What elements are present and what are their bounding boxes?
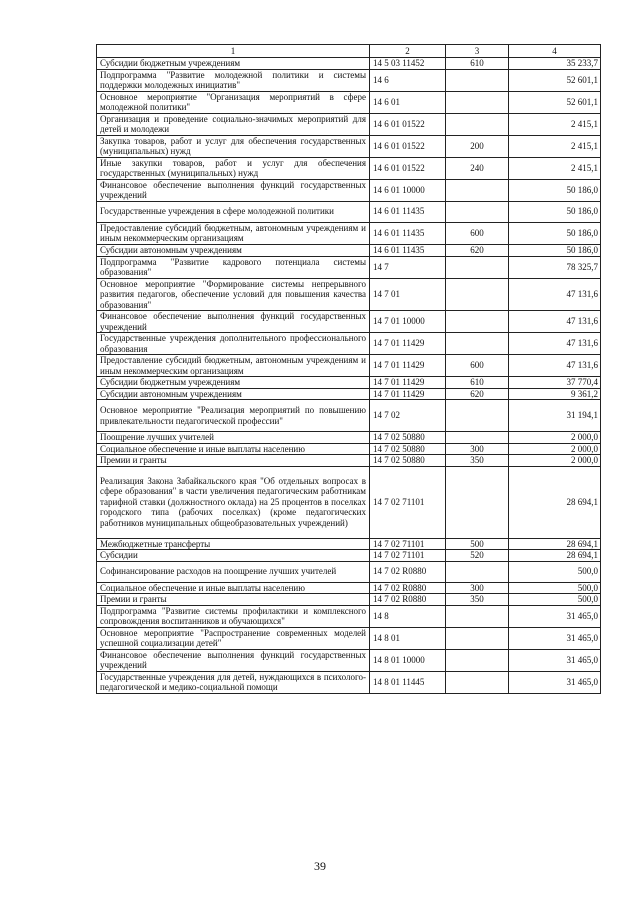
table-row — [97, 605, 601, 627]
table-row — [97, 69, 601, 91]
row-amount: 31 194,1 — [509, 400, 601, 432]
row-expense-type — [446, 605, 509, 627]
row-name: Премии и гранты — [97, 455, 370, 467]
row-name: Предоставление субсидий бюджетным, автономным учреждениям и иным некоммерческим организациям — [97, 222, 370, 244]
table-row — [97, 311, 601, 333]
row-amount: 2 000,0 — [509, 455, 601, 467]
row-amount: 2 415,1 — [509, 113, 601, 135]
row-code: 14 6 01 10000 — [370, 179, 446, 201]
row-expense-type: 600 — [446, 355, 509, 377]
row-expense-type — [446, 69, 509, 91]
row-name: Финансовое обеспечение выполнения функций государственных учреждений — [97, 311, 370, 333]
row-amount: 31 465,0 — [509, 605, 601, 627]
row-code: 14 7 02 R0880 — [370, 582, 446, 594]
row-amount: 500,0 — [509, 582, 601, 594]
row-expense-type — [446, 278, 509, 311]
table-row — [97, 582, 601, 594]
row-expense-type: 300 — [446, 582, 509, 594]
row-amount: 50 186,0 — [509, 244, 601, 256]
row-amount: 2 415,1 — [509, 135, 601, 157]
row-amount: 47 131,6 — [509, 333, 601, 355]
row-amount: 9 361,2 — [509, 388, 601, 400]
row-name: Организация и проведение социально-значимых мероприятий для детей и молодежи — [97, 113, 370, 135]
header-col-2: 2 — [370, 45, 446, 58]
row-code: 14 7 — [370, 256, 446, 278]
table-row — [97, 278, 601, 311]
row-code: 14 7 01 10000 — [370, 311, 446, 333]
table-row — [97, 201, 601, 222]
row-code: 14 7 01 — [370, 278, 446, 311]
row-code: 14 6 01 01522 — [370, 157, 446, 179]
row-name: Субсидии — [97, 550, 370, 562]
table-row — [97, 455, 601, 467]
row-expense-type — [446, 333, 509, 355]
row-amount: 78 325,7 — [509, 256, 601, 278]
row-code: 14 6 01 01522 — [370, 135, 446, 157]
row-amount: 31 465,0 — [509, 649, 601, 671]
row-name: Государственные учреждения дополнительного профессионального образования — [97, 333, 370, 355]
table-row — [97, 157, 601, 179]
table-row — [97, 400, 601, 432]
row-name: Социальное обеспечение и иные выплаты населению — [97, 582, 370, 594]
row-amount: 47 131,6 — [509, 278, 601, 311]
row-expense-type — [446, 627, 509, 649]
table-row — [97, 256, 601, 278]
table-row — [97, 222, 601, 244]
row-name: Основное мероприятие "Формирование системы непрерывного развития педагогов, обеспечение условий для повышения качества образования" — [97, 278, 370, 311]
row-name: Основное мероприятие "Реализация мероприятий по повышению привлекательности педагогической профессии" — [97, 400, 370, 432]
table-row — [97, 244, 601, 256]
row-code: 14 7 01 11429 — [370, 333, 446, 355]
table-row — [97, 466, 601, 538]
row-name: Подпрограмма "Развитие кадрового потенциала системы образования" — [97, 256, 370, 278]
row-name: Государственные учреждения для детей, нуждающихся в психолого-педагогической и медико-социальной помощи — [97, 671, 370, 693]
row-expense-type — [446, 201, 509, 222]
row-code: 14 7 02 71101 — [370, 550, 446, 562]
row-expense-type — [446, 400, 509, 432]
row-amount: 500,0 — [509, 561, 601, 582]
row-expense-type: 350 — [446, 594, 509, 606]
row-name: Субсидии бюджетным учреждениям — [97, 58, 370, 70]
table-row — [97, 58, 601, 70]
table-row — [97, 135, 601, 157]
table-row — [97, 333, 601, 355]
row-name: Социальное обеспечение и иные выплаты населению — [97, 443, 370, 455]
row-code: 14 7 01 11429 — [370, 355, 446, 377]
row-code: 14 7 02 R0880 — [370, 594, 446, 606]
row-name: Субсидии автономным учреждениям — [97, 388, 370, 400]
row-name: Основное мероприятие "Распространение современных моделей успешной социализации детей" — [97, 627, 370, 649]
row-expense-type — [446, 256, 509, 278]
row-amount: 2 000,0 — [509, 443, 601, 455]
row-amount: 47 131,6 — [509, 355, 601, 377]
table-header-row — [97, 45, 601, 58]
row-expense-type: 240 — [446, 157, 509, 179]
row-expense-type: 520 — [446, 550, 509, 562]
row-amount: 28 694,1 — [509, 466, 601, 538]
row-code: 14 6 — [370, 69, 446, 91]
row-expense-type: 200 — [446, 135, 509, 157]
row-name: Подпрограмма "Развитие системы профилактики и комплексного сопровождения воспитанников и обучающихся" — [97, 605, 370, 627]
row-expense-type: 600 — [446, 222, 509, 244]
row-amount: 47 131,6 — [509, 311, 601, 333]
row-name: Финансовое обеспечение выполнения функций государственных учреждений — [97, 649, 370, 671]
row-expense-type — [446, 179, 509, 201]
row-code: 14 8 — [370, 605, 446, 627]
row-expense-type: 350 — [446, 455, 509, 467]
row-amount: 28 694,1 — [509, 550, 601, 562]
row-code: 14 6 01 01522 — [370, 113, 446, 135]
row-code: 14 7 02 50880 — [370, 455, 446, 467]
row-expense-type — [446, 311, 509, 333]
table-row — [97, 432, 601, 444]
table-row — [97, 91, 601, 113]
row-name: Финансовое обеспечение выполнения функций государственных учреждений — [97, 179, 370, 201]
row-name: Субсидии бюджетным учреждениям — [97, 377, 370, 389]
row-amount: 2 000,0 — [509, 432, 601, 444]
row-name: Премии и гранты — [97, 594, 370, 606]
row-name: Основное мероприятие "Организация мероприятий в сфере молодежной политики" — [97, 91, 370, 113]
row-expense-type — [446, 91, 509, 113]
row-amount: 50 186,0 — [509, 179, 601, 201]
table-row — [97, 671, 601, 693]
row-code: 14 6 01 11435 — [370, 244, 446, 256]
row-amount: 50 186,0 — [509, 222, 601, 244]
row-code: 14 7 02 — [370, 400, 446, 432]
row-expense-type: 610 — [446, 377, 509, 389]
row-amount: 35 233,7 — [509, 58, 601, 70]
row-amount: 2 415,1 — [509, 157, 601, 179]
table-row — [97, 561, 601, 582]
table-row — [97, 627, 601, 649]
row-code: 14 7 02 50880 — [370, 432, 446, 444]
row-expense-type — [446, 561, 509, 582]
row-name: Поощрение лучших учителей — [97, 432, 370, 444]
row-name: Межбюджетные трансферты — [97, 538, 370, 550]
header-col-3: 3 — [446, 45, 509, 58]
row-code: 14 7 02 71101 — [370, 466, 446, 538]
row-expense-type: 620 — [446, 244, 509, 256]
row-code: 14 8 01 — [370, 627, 446, 649]
row-expense-type — [446, 466, 509, 538]
row-code: 14 8 01 11445 — [370, 671, 446, 693]
row-code: 14 5 03 11452 — [370, 58, 446, 70]
row-name: Реализация Закона Забайкальского края "Об отдельных вопросах в сфере образования" в части увеличения педагогическим работникам тарифной ставки (должностного оклада) на 25 процентов в поселках городского типа (рабочих поселках) (кроме педагогических работников муниципальных общеобразовательных учреждений) — [97, 466, 370, 538]
table-row — [97, 377, 601, 389]
row-name: Предоставление субсидий бюджетным, автономным учреждениям и иным некоммерческим организациям — [97, 355, 370, 377]
row-code: 14 6 01 11435 — [370, 222, 446, 244]
row-name: Государственные учреждения в сфере молодежной политики — [97, 201, 370, 222]
row-code: 14 6 01 — [370, 91, 446, 113]
row-expense-type — [446, 671, 509, 693]
row-amount: 31 465,0 — [509, 627, 601, 649]
budget-table-sheet — [96, 44, 600, 694]
table-row — [97, 179, 601, 201]
row-amount: 52 601,1 — [509, 91, 601, 113]
table-row — [97, 538, 601, 550]
row-code: 14 7 01 11429 — [370, 377, 446, 389]
row-expense-type: 620 — [446, 388, 509, 400]
row-amount: 28 694,1 — [509, 538, 601, 550]
row-name: Закупка товаров, работ и услуг для обеспечения государственных (муниципальных) нужд — [97, 135, 370, 157]
row-code: 14 7 02 71101 — [370, 538, 446, 550]
row-expense-type: 500 — [446, 538, 509, 550]
row-amount: 37 770,4 — [509, 377, 601, 389]
row-expense-type: 300 — [446, 443, 509, 455]
budget-table — [96, 44, 601, 694]
table-body — [97, 58, 601, 694]
page-number: 39 — [314, 859, 326, 873]
table-row — [97, 550, 601, 562]
row-code: 14 7 02 R0880 — [370, 561, 446, 582]
row-name: Иные закупки товаров, работ и услуг для обеспечения государственных (муниципальных) нужд — [97, 157, 370, 179]
row-amount: 50 186,0 — [509, 201, 601, 222]
row-name: Подпрограмма "Развитие молодежной политики и системы поддержки молодежных инициатив" — [97, 69, 370, 91]
header-col-1: 1 — [97, 45, 370, 58]
table-row — [97, 443, 601, 455]
row-code: 14 6 01 11435 — [370, 201, 446, 222]
row-expense-type — [446, 432, 509, 444]
row-name: Софинансирование расходов на поощрение лучших учителей — [97, 561, 370, 582]
row-amount: 31 465,0 — [509, 671, 601, 693]
row-expense-type — [446, 649, 509, 671]
row-code: 14 8 01 10000 — [370, 649, 446, 671]
table-row — [97, 113, 601, 135]
table-row — [97, 355, 601, 377]
row-amount: 500,0 — [509, 594, 601, 606]
table-row — [97, 388, 601, 400]
row-expense-type: 610 — [446, 58, 509, 70]
row-code: 14 7 01 11429 — [370, 388, 446, 400]
table-row — [97, 649, 601, 671]
row-code: 14 7 02 50880 — [370, 443, 446, 455]
header-col-4: 4 — [509, 45, 601, 58]
row-expense-type — [446, 113, 509, 135]
row-amount: 52 601,1 — [509, 69, 601, 91]
row-name: Субсидии автономным учреждениям — [97, 244, 370, 256]
table-row — [97, 594, 601, 606]
